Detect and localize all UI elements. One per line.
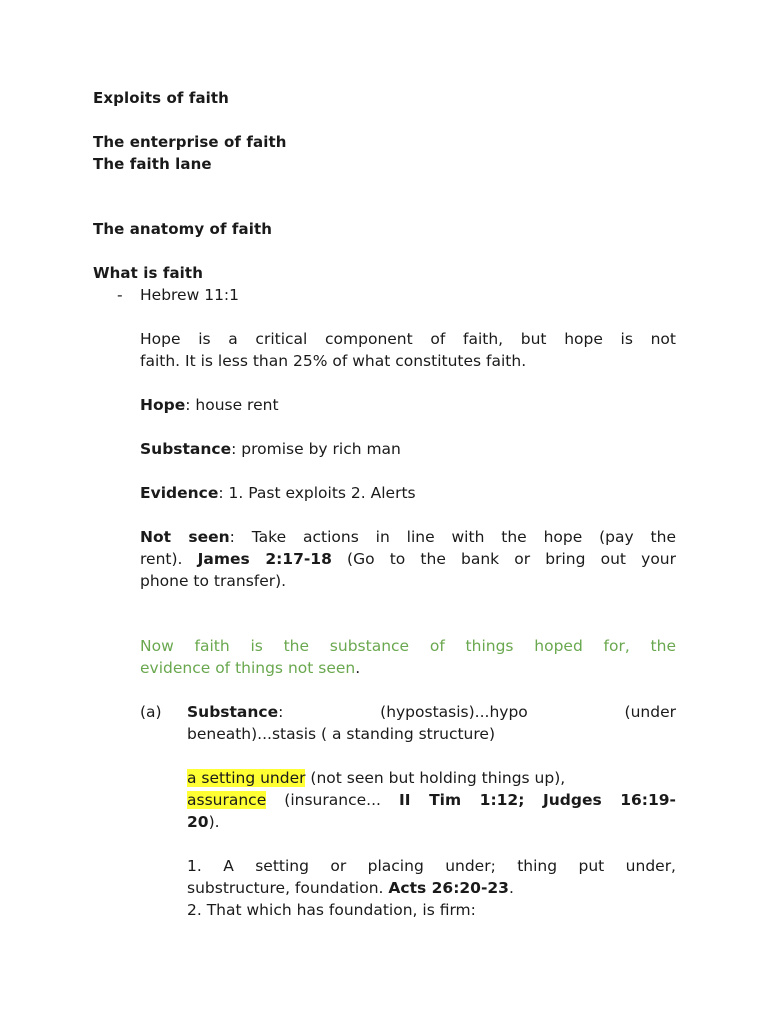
substance-label: Substance — [140, 440, 232, 458]
not-seen-label: Not seen — [140, 528, 230, 546]
not-seen-line-1 — [140, 526, 676, 548]
setting-text: (not seen but holding things up), — [305, 769, 566, 787]
list-bullet: - — [117, 286, 123, 304]
item-a-line-2: beneath)...stasis ( a standing structure) — [187, 725, 495, 743]
not-seen-text-2: rent). — [140, 550, 198, 568]
hope-label: Hope — [140, 396, 186, 414]
not-seen-line-3: phone to transfer). — [140, 572, 287, 590]
heading-what-is-faith: What is faith — [93, 264, 203, 282]
item-a-label: Substance — [187, 703, 279, 721]
setting-end: ). — [208, 813, 220, 831]
substance-text: : promise by rich man — [231, 440, 401, 458]
highlight-assurance: assurance — [187, 791, 267, 809]
evidence-definition — [140, 482, 416, 504]
setting-line-1 — [187, 767, 565, 789]
hope-definition — [140, 394, 279, 416]
acts-reference: Acts 26:20-23 — [388, 879, 509, 897]
evidence-label: Evidence — [140, 484, 219, 502]
list-item-hebrew: Hebrew 11:1 — [140, 286, 240, 304]
hope-paragraph-line-1: Hope is a critical component of faith, but hope is not — [140, 330, 676, 348]
verse-line-2 — [140, 657, 360, 679]
not-seen-line-2 — [140, 548, 676, 570]
verse-line-1: Now faith is the substance of things hoped for, the — [140, 637, 676, 655]
hope-text: : house rent — [185, 396, 279, 414]
tim-judges-reference: II Tim 1:12; Judges 16:19- — [399, 791, 676, 809]
heading-faith-lane: The faith lane — [93, 155, 212, 173]
definition-line-3: 2. That which has foundation, is firm: — [187, 901, 476, 919]
heading-anatomy: The anatomy of faith — [93, 220, 273, 238]
heading-exploits: Exploits of faith — [93, 89, 229, 107]
setting-text-2: (insurance... — [266, 791, 399, 809]
definition-period: . — [508, 879, 514, 897]
substance-definition — [140, 438, 401, 460]
item-a-marker: (a) — [140, 703, 162, 721]
heading-enterprise: The enterprise of faith — [93, 133, 287, 151]
verse-text: evidence of things not seen — [140, 659, 356, 677]
verse-period: . — [355, 659, 361, 677]
setting-line-3 — [187, 811, 220, 833]
definition-text: substructure, foundation. — [187, 879, 389, 897]
not-seen-text-3: (Go to the bank or bring out your — [331, 550, 676, 568]
definition-line-2 — [187, 877, 514, 899]
item-a-text: : (hypostasis)...hypo (under — [278, 703, 676, 721]
item-a-line-1 — [187, 701, 676, 723]
highlight-setting-under: a setting under — [187, 769, 306, 787]
evidence-text: : 1. Past exploits 2. Alerts — [218, 484, 416, 502]
james-reference: James 2:17-18 — [197, 550, 332, 568]
setting-line-2 — [187, 789, 676, 811]
reference-continuation: 20 — [187, 813, 209, 831]
not-seen-text: : Take actions in line with the hope (pay the — [229, 528, 676, 546]
definition-line-1: 1. A setting or placing under; thing put under, — [187, 857, 676, 875]
hope-paragraph-line-2: faith. It is less than 25% of what constitutes faith. — [140, 352, 527, 370]
